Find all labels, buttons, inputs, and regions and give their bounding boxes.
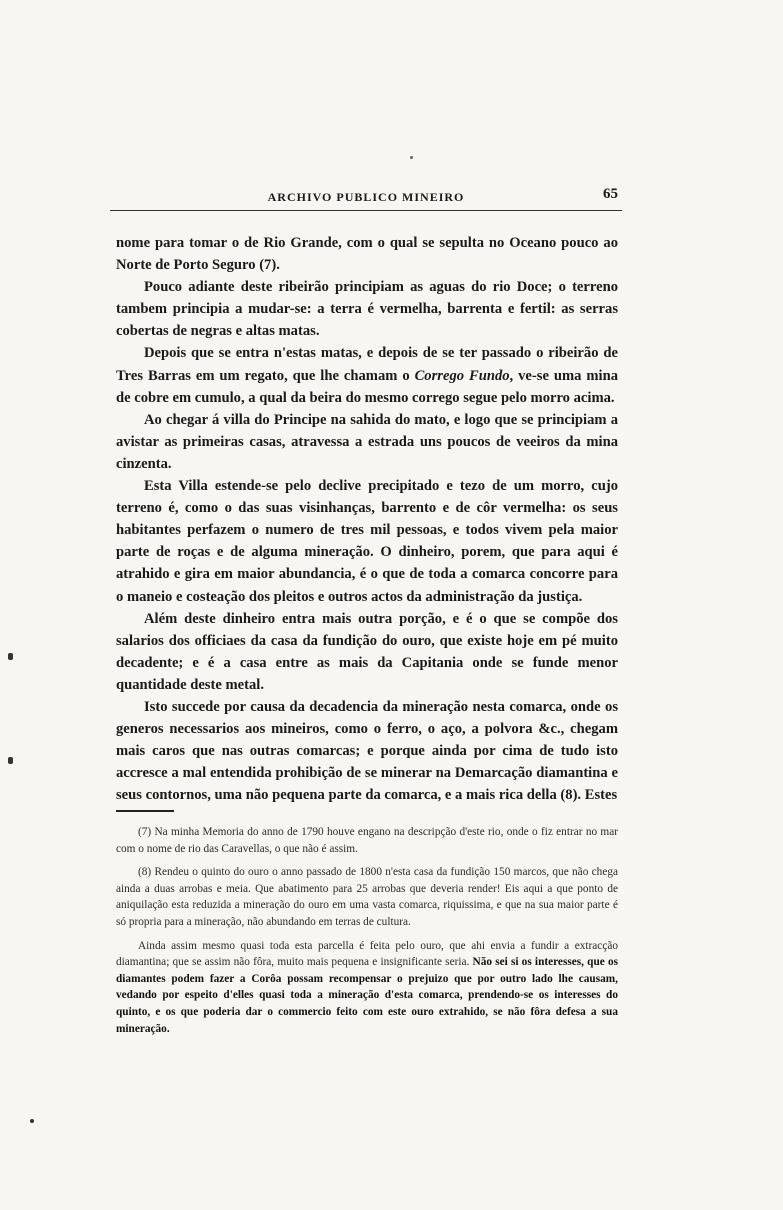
place-name: Corrego Fundo [414, 367, 510, 384]
paragraph: Isto succede por causa da decadencia da mineração nesta comarca, onde os generos necessarios aos mineiros, como o ferro, o aço, a polvora &c., chegam mais caros que nas outras comarcas; e porque ainda por cima de tudo isto accresce a mal entendida prohibição de se minerar na Demarcação diamantina e seus contornos, uma não pequena parte da comarca, e a mais rica della (8). Estes [116, 698, 618, 804]
paragraph: Pouco adiante deste ribeirão principiam as aguas do rio Doce; o terreno tambem principia a mudar-se: a terra é vermelha, barrenta e fertil: as serras cobertas de negras e altas matas. [116, 279, 618, 340]
page-header [110, 186, 622, 208]
footnotes [116, 824, 618, 1037]
running-title: ARCHIVO PUBLICO MINEIRO [267, 190, 465, 204]
paragraph: Ao chegar á villa do Principe na sahida do mato, e logo que se principiam a avistar as primeiras casas, atravessa a estrada uns poucos de veeiros da mina cinzenta. [116, 411, 618, 472]
paragraph: Além deste dinheiro entra mais outra porção, e é o que se compõe dos salarios dos officiaes da casa da fundição do ouro, que existe hoje em pé muito decadente; e é a casa entre as mais da Capitania onde se funde menor quantidade deste metal. [116, 610, 618, 693]
main-text [116, 232, 618, 806]
text-run-bold: Não sei si os interesses, que os diamantes podem fazer a Corôa possam recompensar o prejuizo que por outro lado lhe causam, vedando por espeito d'elles quasi toda a mineração d'esta comarca, prendendo-se os interesses do quinto, e os que poderia dar o commercio feito com este ouro extrahido, se não fôra defesa a sua mineração. [116, 956, 619, 1035]
page-number: 65 [603, 186, 618, 202]
text-run: , ve-se uma mina de cobre em cumulo, a qual da beira do mesmo corrego segue pelo morro acima. [116, 367, 618, 406]
footnote-8: (8) Rendeu o quinto do ouro o anno passado de 1800 n'esta casa da fundição 150 marcos, que não chega ainda a duas arrobas e meia. Que abatimento para 25 arrobas que deveria render! Eis aqui a que ponto de aniquilação esta reduzida a mineração do ouro em uma vasta comarca, riquissima, e que na sua maior parte é só propria para a mineração, não abundando em terras de cultura. [116, 866, 618, 928]
footnote-8-continued [116, 938, 618, 1038]
margin-mark [8, 757, 13, 764]
margin-mark [30, 1119, 34, 1123]
text-run: Depois que se entra n'estas matas, e depois de se ter passado o ribeirão de Tres Barras em um regato, que lhe chamam o [116, 345, 618, 384]
paragraph [116, 342, 618, 408]
text-run: Ainda assim mesmo quasi toda esta parcella é feita pelo ouro, que ahi envia a fundir a extracção diamantina; que se assim não fôra, muito mais pequena e insignificante seria. [116, 939, 618, 969]
footnote-rule [116, 810, 174, 812]
stray-mark [410, 156, 413, 159]
footnote-7: (7) Na minha Memoria do anno de 1790 houve engano na descripção d'este rio, onde o fiz entrar no mar com o nome de rio das Caravellas, o que não é assim. [116, 826, 618, 855]
paragraph: Esta Villa estende-se pelo declive precipitado e tezo de um morro, cujo terreno é, como o das suas visinhanças, barrento e de côr vermelha: os seus habitantes perfazem o numero de tres mil pessoas, e todos vivem pela maior parte de roças e de alguma mineração. O dinheiro, porem, que para aqui é atrahido e gira em maior abundancia, é o que de toda a comarca concorre para o maneio e costeação dos pleitos e outros actos da administração da justiça. [116, 478, 618, 605]
header-rule [110, 210, 622, 211]
paragraph: nome para tomar o de Rio Grande, com o qual se sepulta no Oceano pouco ao Norte de Porto Seguro (7). [116, 235, 618, 274]
margin-mark [8, 653, 13, 660]
